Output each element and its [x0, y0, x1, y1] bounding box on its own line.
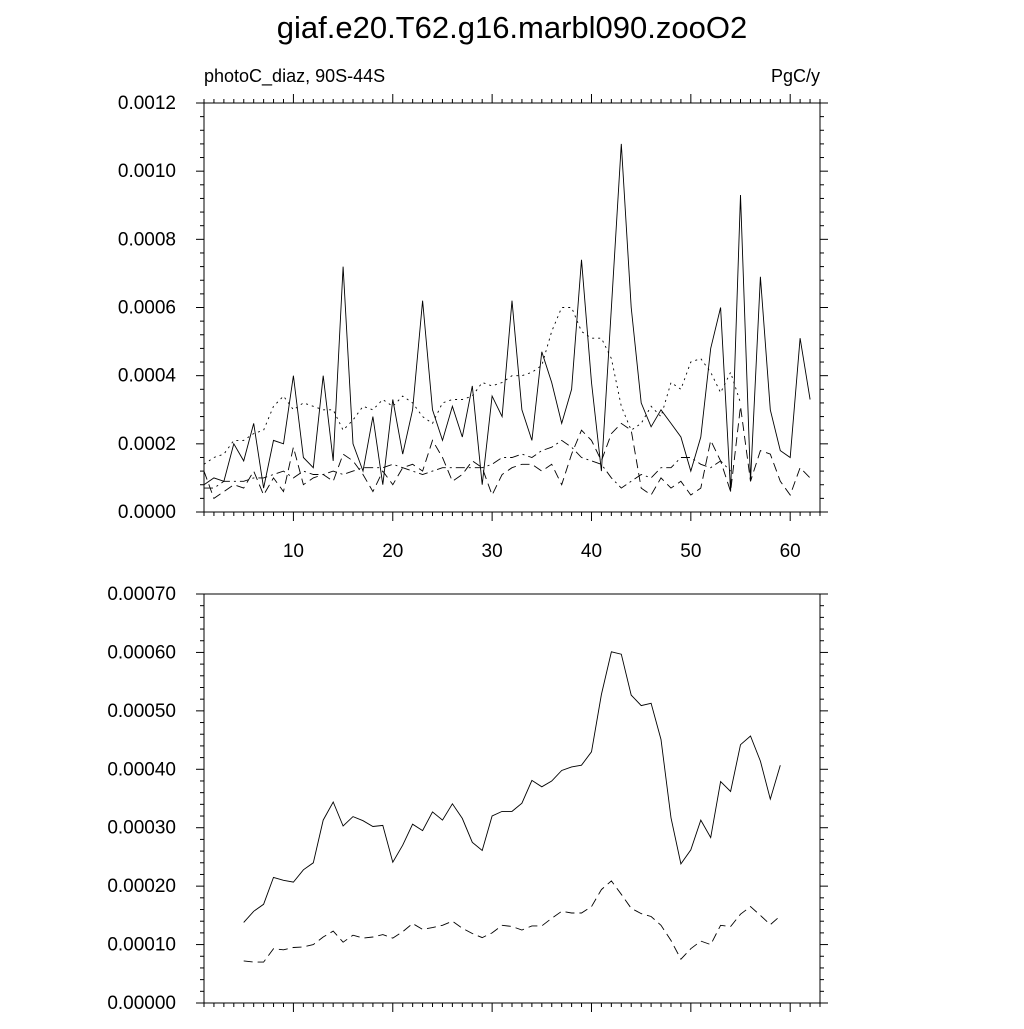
- y-tick-label: 0.0010: [117, 161, 176, 183]
- plot-frame: [204, 594, 820, 1003]
- y-tick-label: 0.0008: [117, 229, 176, 251]
- y-tick-label: 0.00040: [107, 759, 176, 781]
- panel-2-plot: [107, 584, 828, 1014]
- y-tick-label: 0.0006: [117, 297, 176, 319]
- y-tick-label: 0.00060: [107, 642, 176, 664]
- y-tick-label: 0.00010: [107, 934, 176, 956]
- x-tick-label: 20: [382, 541, 404, 562]
- panel-1-left-subtitle: photoC_diaz, 90S-44S: [204, 66, 386, 86]
- y-tick-label: 0.00030: [107, 817, 176, 839]
- x-tick-label: 40: [580, 541, 603, 562]
- series-line-dashed: [244, 881, 781, 962]
- y-tick-label: 0.00000: [107, 993, 176, 1014]
- y-tick-label: 0.0002: [117, 433, 176, 455]
- series-line-solid: [204, 144, 810, 492]
- series-line-solid: [244, 652, 781, 923]
- panel-1-right-subtitle: PgC/y: [770, 66, 820, 86]
- chart-title: giaf.e20.T62.g16.marbl090.zooO2: [276, 10, 748, 45]
- panel-1-plot: [118, 93, 828, 562]
- y-tick-label: 0.0012: [117, 93, 176, 114]
- series-line-dashed: [204, 406, 810, 498]
- series-line-dash-dot: [204, 440, 731, 488]
- x-tick-label: 10: [282, 541, 304, 562]
- y-tick-label: 0.0000: [117, 502, 176, 523]
- x-tick-label: 60: [779, 541, 801, 562]
- plot-frame: [204, 103, 820, 512]
- y-tick-label: 0.00070: [107, 584, 176, 605]
- y-tick-label: 0.0004: [117, 365, 176, 387]
- x-tick-label: 30: [481, 541, 503, 562]
- y-tick-label: 0.00050: [107, 700, 176, 722]
- x-tick-label: 50: [680, 541, 702, 562]
- y-tick-label: 0.00020: [107, 876, 176, 898]
